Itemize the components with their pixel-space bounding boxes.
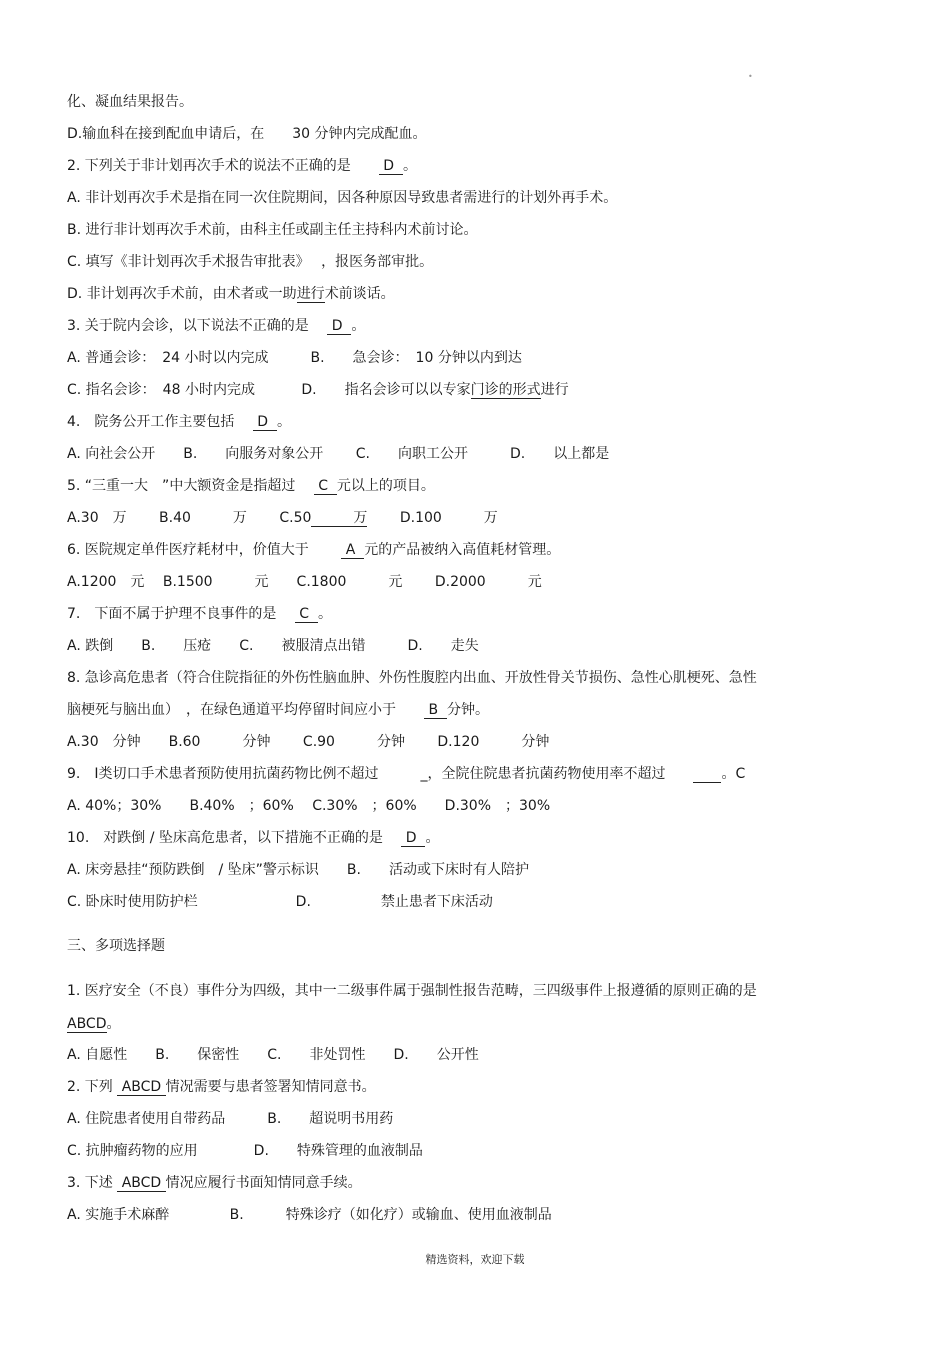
- option-line: A. 床旁悬挂“预防跌倒 / 坠床”警示标识 B. 活动或下床时有人陪护: [67, 862, 529, 878]
- answer-blank: ABCD: [67, 1016, 107, 1032]
- option-line: A. 40%；30% B.40% ；60% C.30% ；60% D.30% ；30%: [67, 798, 551, 814]
- option-line: B. 进行非计划再次手术前，由科主任或副主任主持科内术前讨论。: [67, 222, 478, 238]
- answer-blank: C: [294, 606, 318, 622]
- option-line: A.30 分钟 B.60 分钟 C.90 分钟 D.120 分钟: [67, 734, 550, 750]
- option-line: A. 实施手术麻醉 B. 特殊诊疗（如化疗）或输血、使用血液制品: [67, 1207, 552, 1223]
- option-line: A. 自愿性 B. 保密性 C. 非处罚性 D. 公开性: [67, 1047, 479, 1063]
- option-line: D. 非计划再次手术前，由术者或一助进行术前谈话。: [67, 286, 395, 302]
- corner-dot: •: [748, 72, 753, 81]
- question-9: 9. Ⅰ类切口手术患者预防使用抗菌药物比例不超过 _，全院住院患者抗菌药物使用率不超过 。C: [67, 766, 746, 782]
- answer-blank: D: [401, 830, 426, 846]
- multi-question-3: 3. 下述 ABCD 情况应履行书面知情同意手续。: [67, 1175, 362, 1191]
- answer-blank: ABCD: [117, 1079, 166, 1095]
- page-footer: 精选资料，欢迎下载: [425, 1253, 525, 1266]
- answer-blank: [693, 766, 721, 783]
- question-8: 8. 急诊高危患者（符合住院指征的外伤性脑血肿、外伤性腹腔内出血、开放性骨关节损伤、急性心肌梗死、急性: [67, 670, 757, 686]
- answer-blank: D: [327, 318, 352, 334]
- underlined-text: 进行: [296, 286, 325, 302]
- question-6: 6. 医院规定单件医疗耗材中，价值大于 A 元的产品被纳入高值耗材管理。: [67, 542, 561, 558]
- option-line: A. 跌倒 B. 压疮 C. 被服清点出错 D. 走失: [67, 638, 479, 654]
- answer-blank: D: [378, 158, 403, 174]
- option-line: A. 非计划再次手术是指在同一次住院期间，因各种原因导致患者需进行的计划外再手术。: [67, 190, 618, 206]
- option-line: A. 向社会公开 B. 向服务对象公开 C. 向职工公开 D. 以上都是: [67, 446, 610, 462]
- question-7: 7. 下面不属于护理不良事件的是 C 。: [67, 606, 332, 622]
- option-line: C. 填写《非计划再次手术报告审批表》 ，报医务部审批。: [67, 254, 434, 270]
- text-line: D.输血科在接到配血申请后，在 30 分钟内完成配血。: [67, 126, 427, 142]
- answer-blank: C: [313, 478, 337, 494]
- question-10: 10. 对跌倒 / 坠床高危患者，以下措施不正确的是 D 。: [67, 830, 440, 846]
- question-2: 2. 下列关于非计划再次手术的说法不正确的是 D 。: [67, 158, 417, 174]
- question-4: 4. 院务公开工作主要包括 D 。: [67, 414, 291, 430]
- section-heading: 三、多项选择题: [67, 938, 165, 954]
- option-line: C. 卧床时使用防护栏 D. 禁止患者下床活动: [67, 894, 493, 910]
- question-5: 5. “三重一大 ”中大额资金是指超过 C 元以上的项目。: [67, 478, 435, 494]
- answer-blank: B: [424, 702, 447, 718]
- multi-question-1: 1. 医疗安全（不良）事件分为四级，其中一二级事件属于强制性报告范畴，三四级事件上报遵循的原则正确的是: [67, 983, 757, 999]
- option-line: C. 指名会诊： 48 小时内完成 D. 指名会诊可以以专家门诊的形式进行: [67, 382, 569, 398]
- option-line: A. 普通会诊： 24 小时以内完成 B. 急会诊： 10 分钟以内到达: [67, 350, 522, 366]
- option-line: A. 住院患者使用自带药品 B. 超说明书用药: [67, 1111, 394, 1127]
- text-line: 化、凝血结果报告。: [67, 94, 193, 110]
- option-line: A.30 万 B.40 万 C.50 万 D.100 万: [67, 510, 498, 526]
- option-line: C. 抗肿瘤药物的应用 D. 特殊管理的血液制品: [67, 1143, 423, 1159]
- underlined-text: 门诊的形式: [470, 382, 541, 398]
- answer-blank: ABCD: [117, 1175, 166, 1191]
- multi-question-2: 2. 下列 ABCD 情况需要与患者签署知情同意书。: [67, 1079, 376, 1095]
- answer-blank: A: [341, 542, 365, 558]
- multi-question-1-answer: ABCD。: [67, 1016, 121, 1032]
- question-8-cont: 脑梗死与脑出血） ，在绿色通道平均停留时间应小于 B 分钟。: [67, 702, 489, 718]
- question-3: 3. 关于院内会诊，以下说法不正确的是 D 。: [67, 318, 366, 334]
- underlined-text: 万: [311, 510, 368, 526]
- answer-blank: D: [252, 414, 277, 430]
- option-line: A.1200 元 B.1500 元 C.1800 元 D.2000 元: [67, 574, 542, 590]
